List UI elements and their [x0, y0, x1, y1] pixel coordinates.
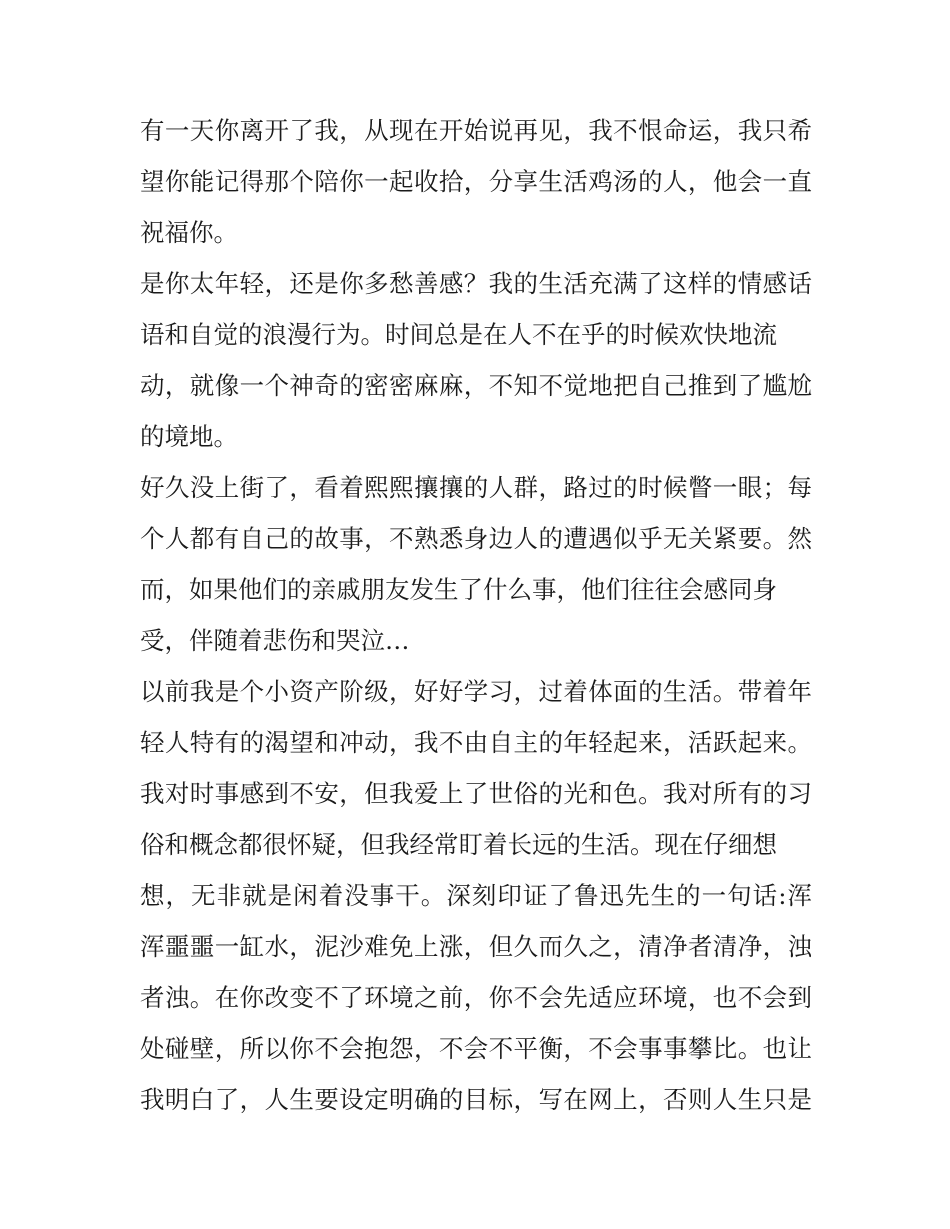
paragraph-2-line-4: 的境地。 — [140, 422, 238, 451]
paragraph-4-line-7: 者浊。在你改变不了环境之前，你不会先适应环境，也不会到 — [140, 983, 812, 1012]
paragraph-3-line-3: 而，如果他们的亲戚朋友发生了什么事，他们往往会感同身 — [140, 575, 777, 604]
paragraph-4-line-8: 处碰壁，所以你不会抱怨，不会不平衡，不会事事攀比。也让 — [140, 1034, 812, 1063]
paragraph-4-line-9: 我明白了，人生要设定明确的目标，写在网上，否则人生只是 — [140, 1085, 812, 1114]
paragraph-1-line-1: 有一天你离开了我，从现在开始说再见，我不恨命运，我只希 — [140, 116, 812, 145]
paragraph-4-line-3: 我对时事感到不安，但我爱上了世俗的光和色。我对所有的习 — [140, 779, 812, 808]
paragraph-4-line-4: 俗和概念都很怀疑，但我经常盯着长远的生活。现在仔细想 — [140, 830, 777, 859]
paragraph-2-line-2: 语和自觉的浪漫行为。时间总是在人不在乎的时候欢快地流 — [140, 320, 777, 349]
paragraph-4-line-2: 轻人特有的渴望和冲动，我不由自主的年轻起来，活跃起来。 — [140, 728, 812, 757]
document-body — [140, 105, 812, 1125]
paragraph-2-line-3: 动，就像一个神奇的密密麻麻，不知不觉地把自己推到了尴尬 — [140, 371, 812, 400]
paragraph-3-line-2: 个人都有自己的故事，不熟悉身边人的遭遇似乎无关紧要。然 — [140, 524, 812, 553]
paragraph-1-line-2: 望你能记得那个陪你一起收拾，分享生活鸡汤的人，他会一直 — [140, 167, 812, 196]
paragraph-1-line-3: 祝福你。 — [140, 218, 238, 247]
paragraph-4-line-6: 浑噩噩一缸水，泥沙难免上涨，但久而久之，清净者清净，浊 — [140, 932, 812, 961]
paragraph-2-line-1: 是你太年轻，还是你多愁善感？我的生活充满了这样的情感话 — [140, 269, 812, 298]
paragraph-4-line-1: 以前我是个小资产阶级，好好学习，过着体面的生活。带着年 — [140, 677, 812, 706]
paragraph-3-line-1: 好久没上街了，看着熙熙攘攘的人群，路过的时候瞥一眼；每 — [140, 473, 812, 502]
paragraph-3-line-4: 受，伴随着悲伤和哭泣… — [140, 626, 410, 655]
paragraph-4-line-5: 想，无非就是闲着没事干。深刻印证了鲁迅先生的一句话:浑 — [140, 881, 812, 910]
